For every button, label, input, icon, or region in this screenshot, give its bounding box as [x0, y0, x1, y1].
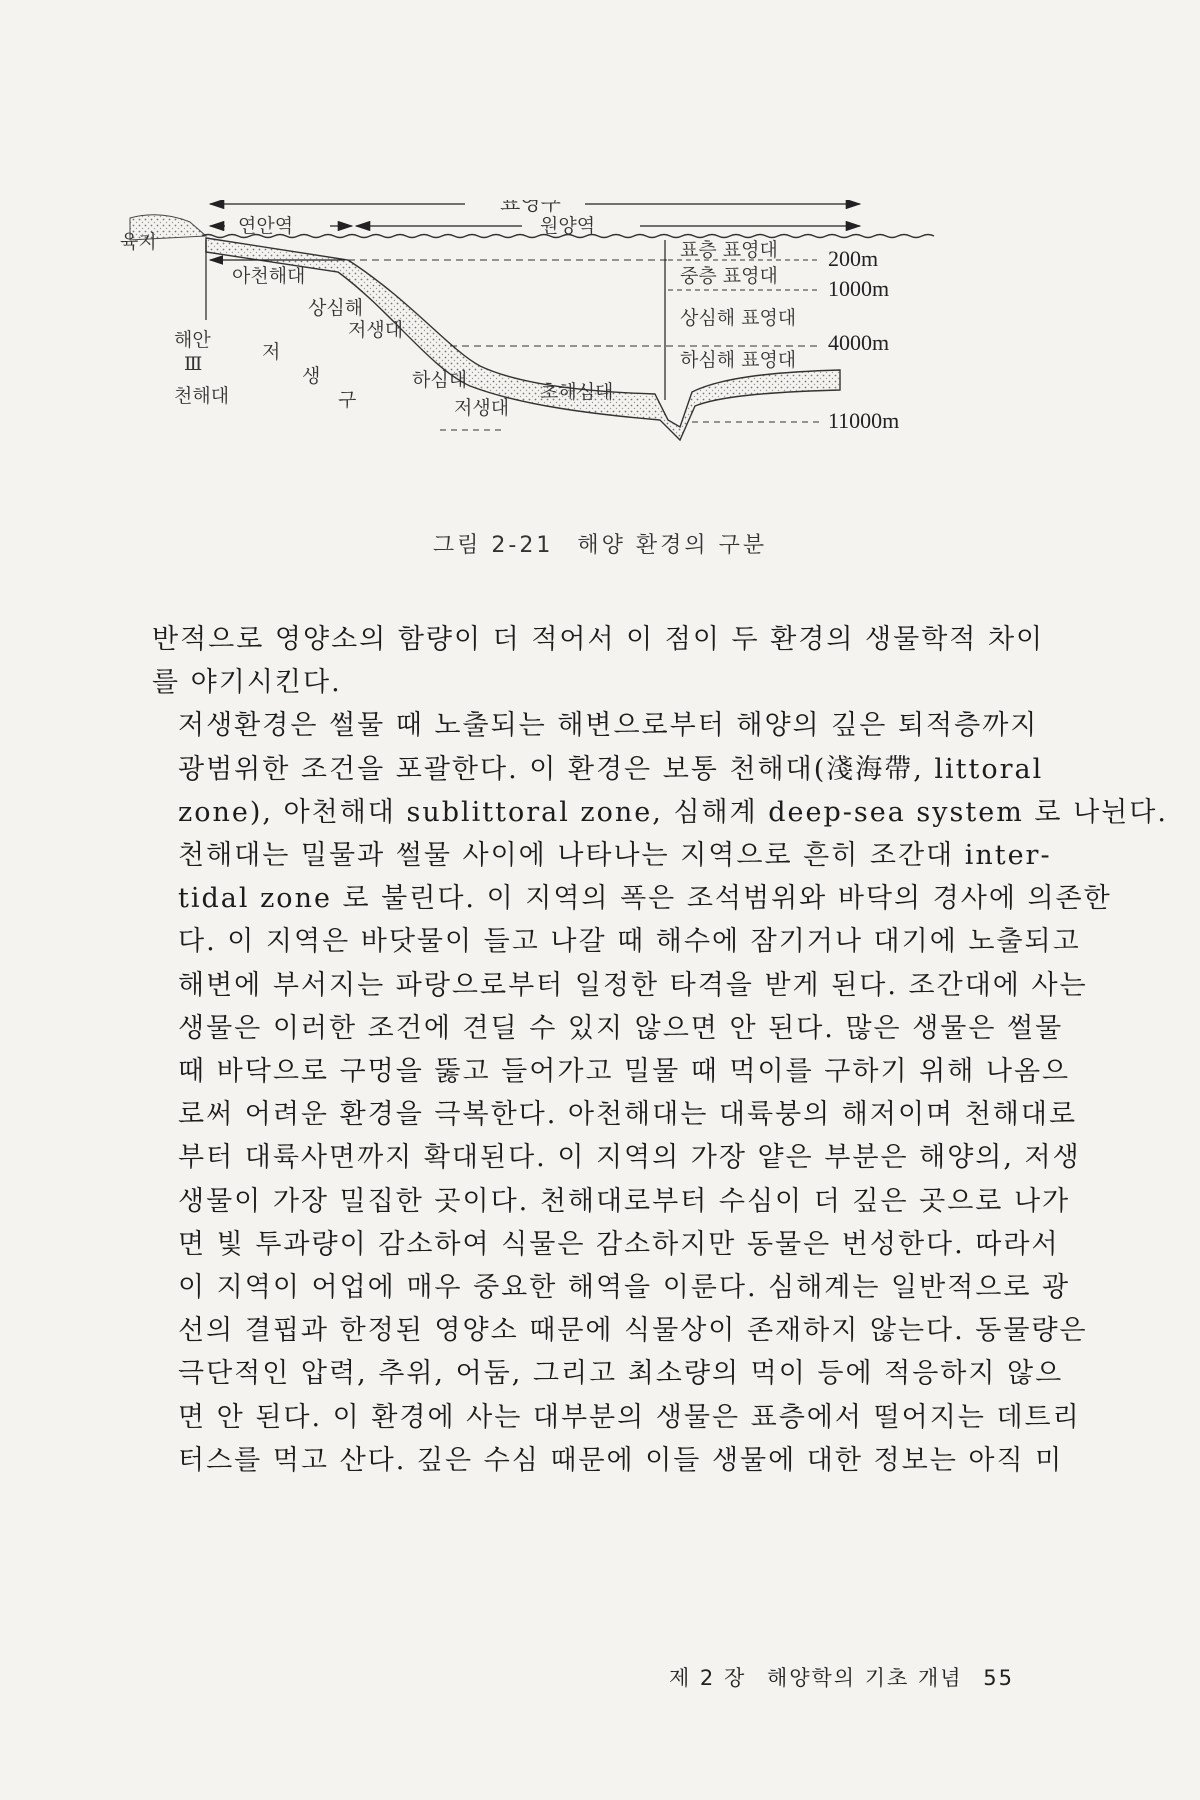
footer-chapter: 제 2 장: [668, 1666, 747, 1690]
text-line: zone), 아천해대 sublittoral zone, 심해계 deep-sea system 로 나뉜다.: [178, 796, 1168, 828]
epipelagic-label: 표층 표영대: [680, 239, 778, 261]
ocean-zones-diagram: [120, 200, 1060, 510]
text-line: 면 빛 투과량이 감소하여 식물은 감소하지만 동물은 번성한다. 따라서: [178, 1228, 1060, 1260]
depth-4000m: 4000m: [828, 330, 890, 355]
text-line: 극단적인 압력, 추위, 어둠, 그리고 최소량의 먹이 등에 적응하지 않으: [178, 1358, 1064, 1390]
figure-caption: [0, 528, 1200, 559]
page-footer: [657, 1662, 1014, 1692]
depth-200m: 200m: [828, 246, 879, 271]
footer-title: 해양학의 기초 개념: [766, 1666, 963, 1690]
text-line: 생물은 이러한 조건에 견딜 수 있지 않으면 안 된다. 많은 생물은 썰물: [178, 1012, 1064, 1044]
land-label: 육지: [120, 231, 157, 253]
text-line: 선의 결핍과 한정된 영양소 때문에 식물상이 존재하지 않는다. 동물량은: [178, 1315, 1088, 1347]
text-line: 해변에 부서지는 파랑으로부터 일정한 타격을 받게 된다. 조간대에 사는: [178, 969, 1088, 1001]
text-line: 부터 대륙사면까지 확대된다. 이 지역의 가장 얕은 부분은 해양의, 저생: [178, 1142, 1081, 1174]
lower-bathyal-label: 하심대: [412, 369, 468, 391]
neritic-label: 연안역: [238, 215, 294, 237]
benthic-zone-label: 저생대: [348, 319, 404, 341]
coastal-label: 해안: [174, 329, 211, 351]
depth-11000m: 11000m: [828, 408, 900, 433]
caption-label: 그림 2-21: [432, 533, 554, 558]
paragraph: [152, 704, 1168, 834]
text-line: 때 바닥으로 구멍을 뚫고 들어가고 밀물 때 먹이를 구하기 위해 나옴으: [178, 1056, 1071, 1088]
text-line: tidal zone 로 불린다. 이 지역의 폭은 조석범위와 바닥의 경사에 의존한: [178, 883, 1112, 915]
paragraph: [152, 834, 1112, 1482]
lower-abyssal-label: 하심해 표영대: [680, 349, 797, 371]
text-line: 생물이 가장 밀집한 곳이다. 천해대로부터 수심이 더 깊은 곳으로 나가: [178, 1185, 1071, 1217]
diagram-svg: [120, 200, 1060, 510]
page-number: 55: [983, 1666, 1014, 1690]
text-line: 다. 이 지역은 바닷물이 들고 나갈 때 해수에 잠기거나 대기에 노출되고: [178, 926, 1081, 958]
text-line: 이 지역이 어업에 매우 중요한 해역을 이룬다. 심해계는 일반적으로 광: [178, 1272, 1071, 1304]
benthic-char-2: 생: [302, 365, 321, 387]
benthic-char-3: 구: [338, 389, 357, 411]
pelagic-label: 표영구: [500, 200, 561, 215]
littoral-label: 천해대: [174, 385, 230, 407]
text-line: 천해대는 밀물과 썰물 사이에 나타나는 지역으로 흔히 조간대 inter-: [178, 840, 1052, 872]
paragraph: [152, 618, 1045, 704]
text-line: 터스를 먹고 산다. 깊은 수심 때문에 이들 생물에 대한 정보는 아직 미: [178, 1444, 1064, 1476]
body-text: [152, 618, 1168, 1482]
sublittoral-label: 아천해대: [232, 265, 306, 287]
benthic-char-1: 저: [262, 341, 281, 363]
mesopelagic-label: 중층 표영대: [680, 265, 778, 287]
oceanic-label: 원양역: [540, 215, 596, 237]
lower-benthic-label: 저생대: [454, 397, 510, 419]
equals-mark: Ⅲ: [184, 353, 203, 375]
upper-abyssal-label: 상심해 표영대: [680, 307, 797, 329]
text-line: 저생환경은 썰물 때 노출되는 해변으로부터 해양의 깊은 퇴적층까지: [178, 710, 1039, 742]
text-line: 광범위한 조건을 포괄한다. 이 환경은 보통 천해대(淺海帶, littoral: [178, 753, 1044, 785]
upper-bathyal-label: 상심해: [308, 297, 364, 319]
text-line: 를 야기시킨다.: [152, 667, 342, 699]
depth-1000m: 1000m: [828, 276, 890, 301]
caption-title: 해양 환경의 구분: [577, 533, 768, 558]
text-line: 반적으로 영양소의 함량이 더 적어서 이 점이 두 환경의 생물학적 차이: [152, 624, 1045, 655]
text-line: 로써 어려운 환경을 극복한다. 아천해대는 대륙붕의 해저이며 천해대로: [178, 1099, 1078, 1131]
hadal-label: 초해심대: [540, 381, 614, 403]
text-line: 면 안 된다. 이 환경에 사는 대부분의 생물은 표층에서 떨어지는 데트리: [178, 1401, 1081, 1433]
